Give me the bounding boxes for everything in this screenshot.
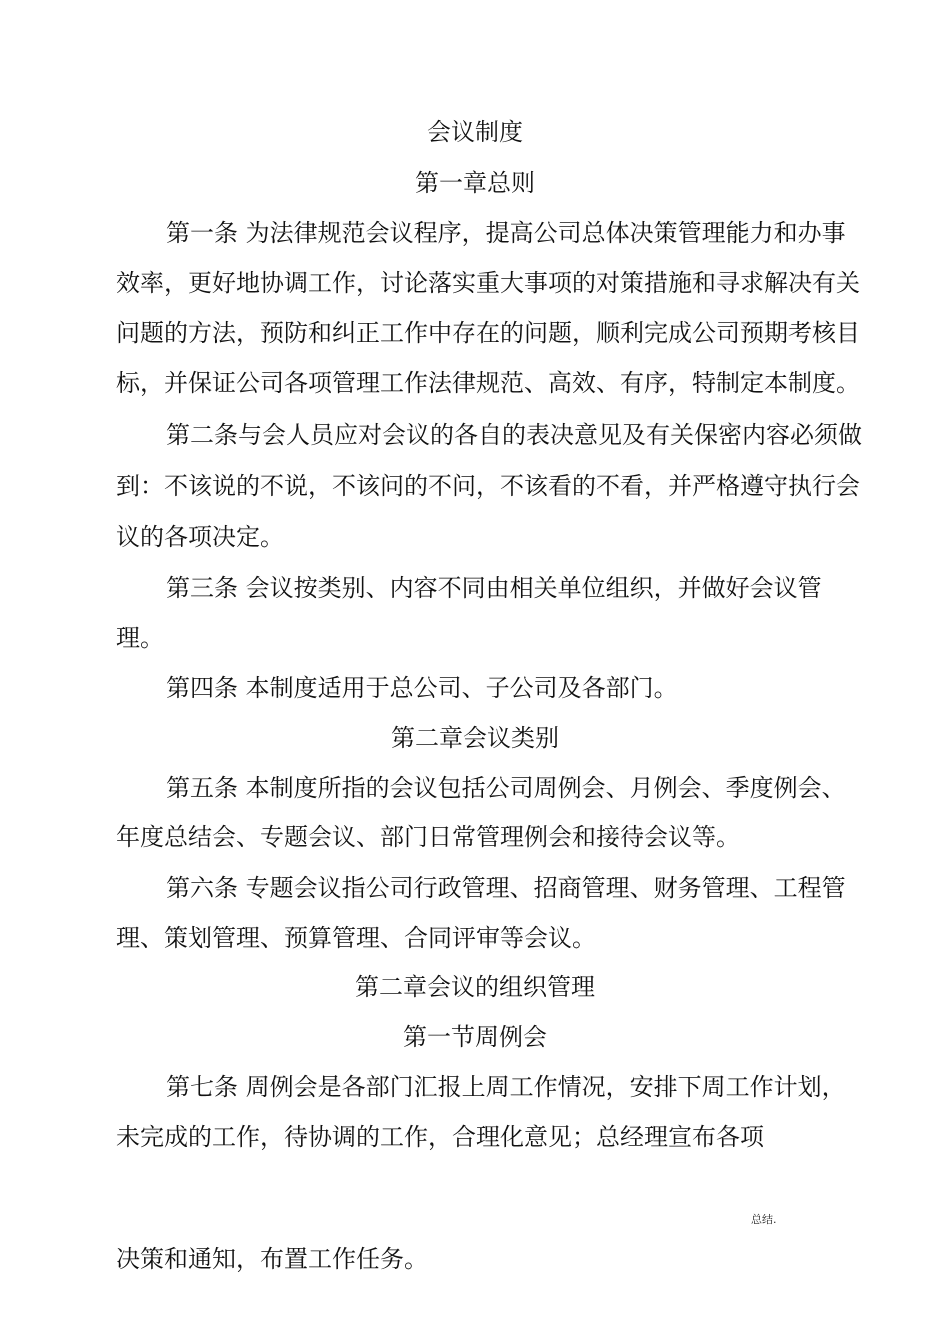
article-3-line-2: 理。 [116,624,164,652]
article-2-line-2: 到：不该说的不说，不该问的不问，不该看的不看，并严格遵守执行会 [116,472,860,500]
chapter-heading: 第一章总则 [415,169,535,197]
article-1-line-1: 第一条 为法律规范会议程序，提高公司总体决策管理能力和办事 [166,219,846,247]
article-2-line-3: 议的各项决定。 [116,523,284,551]
article-1-line-4: 标，并保证公司各项管理工作法律规范、高效、有序，特制定本制度。 [116,369,860,397]
continuation-line: 决策和通知，布置工作任务。 [116,1245,428,1273]
chapter-heading: 第二章会议的组织管理 [355,973,595,1001]
section-heading: 第一节周例会 [403,1023,547,1051]
document-title: 会议制度 [427,118,523,146]
article-4-line-1: 第四条 本制度适用于总公司、子公司及各部门。 [166,674,678,702]
article-5-line-1: 第五条 本制度所指的会议包括公司周例会、月例会、季度例会、 [166,774,846,802]
article-6-line-2: 理、策划管理、预算管理、合同评审等会议。 [116,924,596,952]
article-5-line-2: 年度总结会、专题会议、部门日常管理例会和接待会议等。 [116,823,740,851]
article-1-line-3: 问题的方法，预防和纠正工作中存在的问题，顺利完成公司预期考核目 [116,319,860,347]
article-6-line-1: 第六条 专题会议指公司行政管理、招商管理、财务管理、工程管 [166,874,846,902]
article-7-line-2: 未完成的工作，待协调的工作，合理化意见；总经理宣布各项 [116,1123,764,1151]
article-1-line-2: 效率，更好地协调工作，讨论落实重大事项的对策措施和寻求解决有关 [116,269,860,297]
article-2-line-1: 第二条与会人员应对会议的各自的表决意见及有关保密内容必须做 [166,421,862,449]
footer-note: 总结. [751,1213,777,1226]
article-7-line-1: 第七条 周例会是各部门汇报上周工作情况，安排下周工作计划， [166,1073,846,1101]
article-3-line-1: 第三条 会议按类别、内容不同由相关单位组织，并做好会议管 [166,574,822,602]
chapter-heading: 第二章会议类别 [391,724,559,752]
